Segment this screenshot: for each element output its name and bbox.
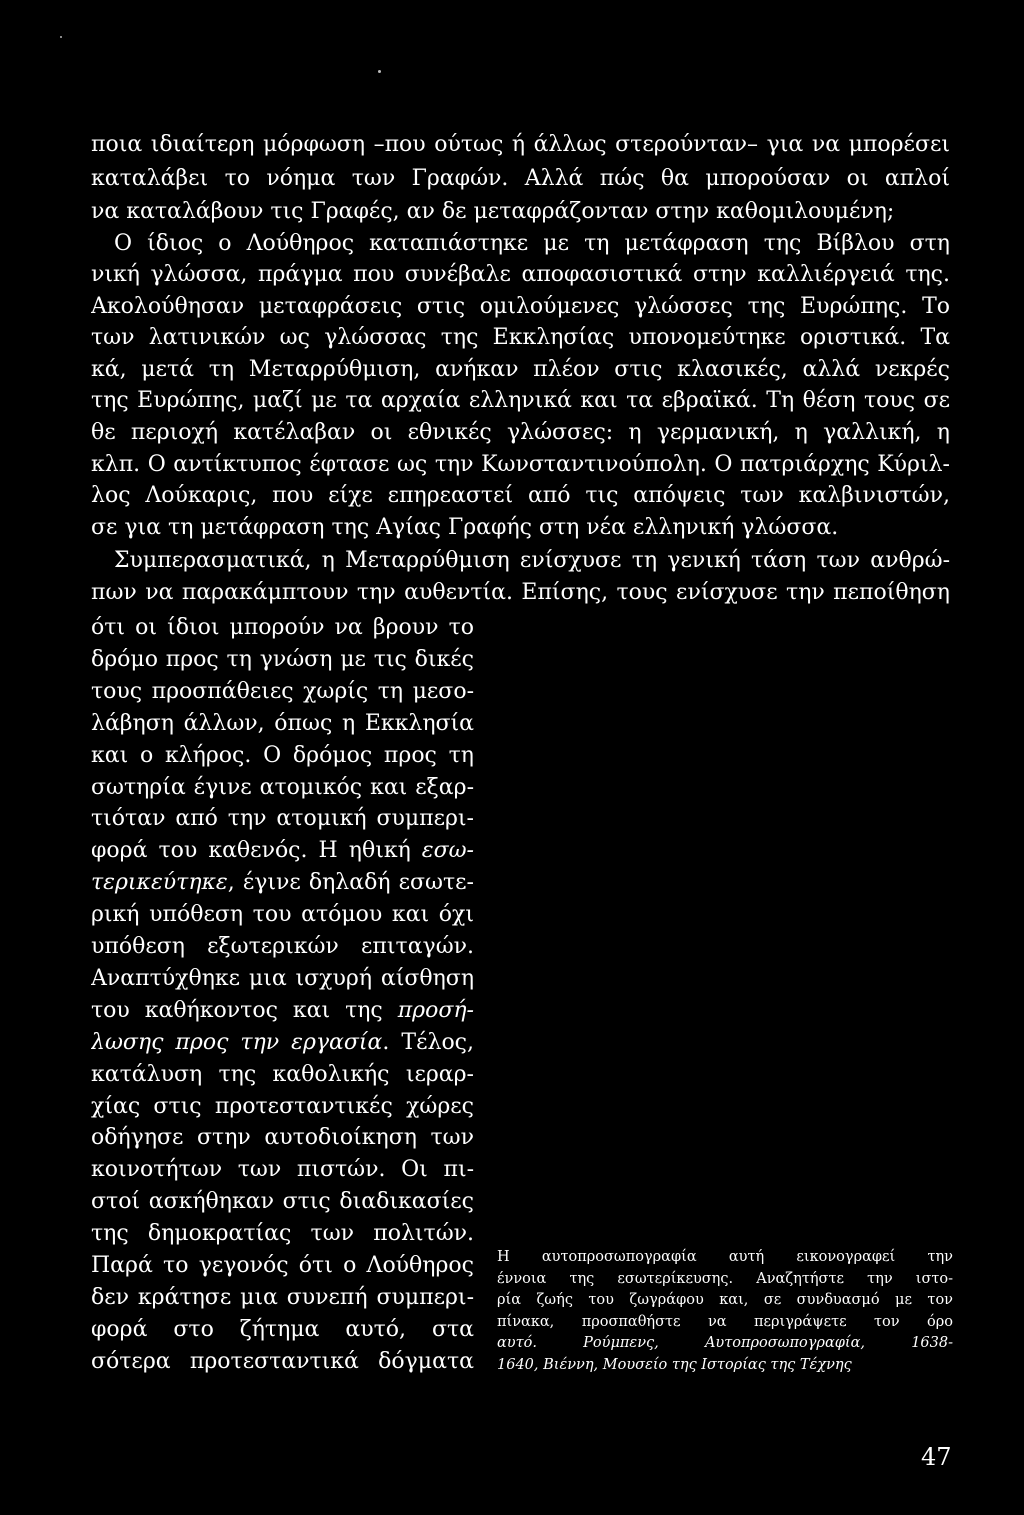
caption-line: αυτό. Ρούμπενς, Αυτοπροσωπογραφία, 1638- (497, 1335, 953, 1351)
body-line: να καταλάβουν τις Γραφές, αν δε μεταφράζονταν στην καθομιλουμένη; (91, 199, 895, 224)
body-line: ρική υπόθεση του ατόμου και όχι (91, 902, 474, 928)
body-line: τιόταν από την ατομική συμπερι- (91, 806, 474, 832)
caption-line: πίνακα, προσπαθήστε να περιγράψετε τον όρο (497, 1313, 953, 1330)
body-line: λωσης προς την εργασία. Τέλος, (91, 1029, 474, 1055)
body-line: και ο κλήρος. Ο δρόμος προς τη (91, 742, 474, 768)
body-line: Αναπτύχθηκε μια ισχυρή αίσθηση (91, 965, 474, 991)
body-line: Ακολούθησαν μεταφράσεις στις ομιλούμενες γλώσσες της Ευρώπης. Το (91, 294, 950, 319)
body-line: τους προσπάθειες χωρίς τη μεσο- (91, 678, 474, 704)
body-line: ποια ιδιαίτερη μόρφωση –που ούτως ή άλλως στερούνταν– για να μπορέσει (91, 132, 950, 157)
body-line: χίας στις προτεσταντικές χώρες (91, 1093, 474, 1119)
body-line: λάβηση άλλων, όπως η Εκκλησία (91, 710, 474, 736)
caption-line: Η αυτοπροσωπογραφία αυτή εικονογραφεί την (497, 1249, 953, 1265)
body-line: κατάλυση της καθολικής ιεραρ- (91, 1061, 474, 1087)
body-line: καταλάβει το νόημα των Γραφών. Αλλά πώς θα μπορούσαν οι απλοί (91, 166, 950, 191)
body-line: θε περιοχή κατέλαβαν οι εθνικές γλώσσες: η γερμανική, η γαλλική, η (91, 420, 950, 445)
scan-speck (60, 36, 62, 38)
body-line: της Ευρώπης, μαζί με τα αρχαία ελληνικά και τα εβραϊκά. Τη θέση τους σε (91, 388, 950, 413)
body-line: δρόμο προς τη γνώση με τις δικές (91, 646, 474, 672)
caption-line: έννοια της εσωτερίκευσης. Αναζητήστε την ιστο- (497, 1270, 953, 1287)
body-line: δεν κράτησε μια συνεπή συμπερι- (91, 1284, 474, 1310)
body-line: σωτηρία έγινε ατομικός και εξαρ- (91, 774, 474, 800)
body-line: οδήγησε στην αυτοδιοίκηση των (91, 1125, 474, 1151)
body-line: Συμπερασματικά, η Μεταρρύθμιση ενίσχυσε τη γενική τάση των ανθρώ- (114, 548, 950, 573)
body-line: τερικεύτηκε, έγινε δηλαδή εσωτε- (91, 870, 474, 896)
body-line: σότερα προτεσταντικά δόγματα (91, 1348, 474, 1374)
caption-line: ρία ζωής του ζωγράφου και, σε συνδυασμό με τον (497, 1292, 953, 1308)
body-line: στοί ασκήθηκαν στις διαδικασίες (91, 1189, 474, 1215)
body-line: της δημοκρατίας των πολιτών. (91, 1221, 474, 1247)
scan-dot (378, 70, 381, 73)
body-line: Παρά το γεγονός ότι ο Λούθηρος (91, 1253, 474, 1278)
body-line: φορά στο ζήτημα αυτό, στα (91, 1316, 474, 1342)
body-line: κά, μετά τη Μεταρρύθμιση, ανήκαν πλέον στις κλασικές, αλλά νεκρές (91, 357, 950, 382)
body-line: λος Λούκαρις, που είχε επηρεαστεί από τις απόψεις των καλβινιστών, (91, 483, 950, 508)
body-line: των λατινικών ως γλώσσας της Εκκλησίας υπονομεύτηκε οριστικά. Τα (91, 325, 950, 350)
body-line: σε για τη μετάφραση της Αγίας Γραφής στη νέα ελληνική γλώσσα. (91, 515, 839, 540)
page-number: 47 (921, 1443, 952, 1471)
body-line: Ο ίδιος ο Λούθηρος καταπιάστηκε με τη μετάφραση της Βίβλου στη (114, 231, 950, 256)
body-line: του καθήκοντος και της προσή- (91, 997, 474, 1023)
body-line: πων να παρακάμπτουν την αυθεντία. Επίσης, τους ενίσχυσε την πεποίθηση (91, 580, 950, 605)
body-line: ότι οι ίδιοι μπορούν να βρουν το (91, 615, 474, 640)
caption-line: 1640, Βιέννη, Μουσείο της Ιστορίας της Τέχνης (497, 1356, 852, 1373)
body-line: κλπ. Ο αντίκτυπος έφτασε ως την Κωνσταντινούπολη. Ο πατριάρχης Κύριλ- (91, 452, 950, 477)
body-line: κοινοτήτων των πιστών. Οι πι- (91, 1157, 474, 1183)
body-line: νική γλώσσα, πράγμα που συνέβαλε αποφασιστικά στην καλλιέργειά της. (91, 262, 950, 287)
body-line: υπόθεση εξωτερικών επιταγών. (91, 934, 474, 959)
body-line: φορά του καθενός. Η ηθική εσω- (91, 838, 474, 864)
